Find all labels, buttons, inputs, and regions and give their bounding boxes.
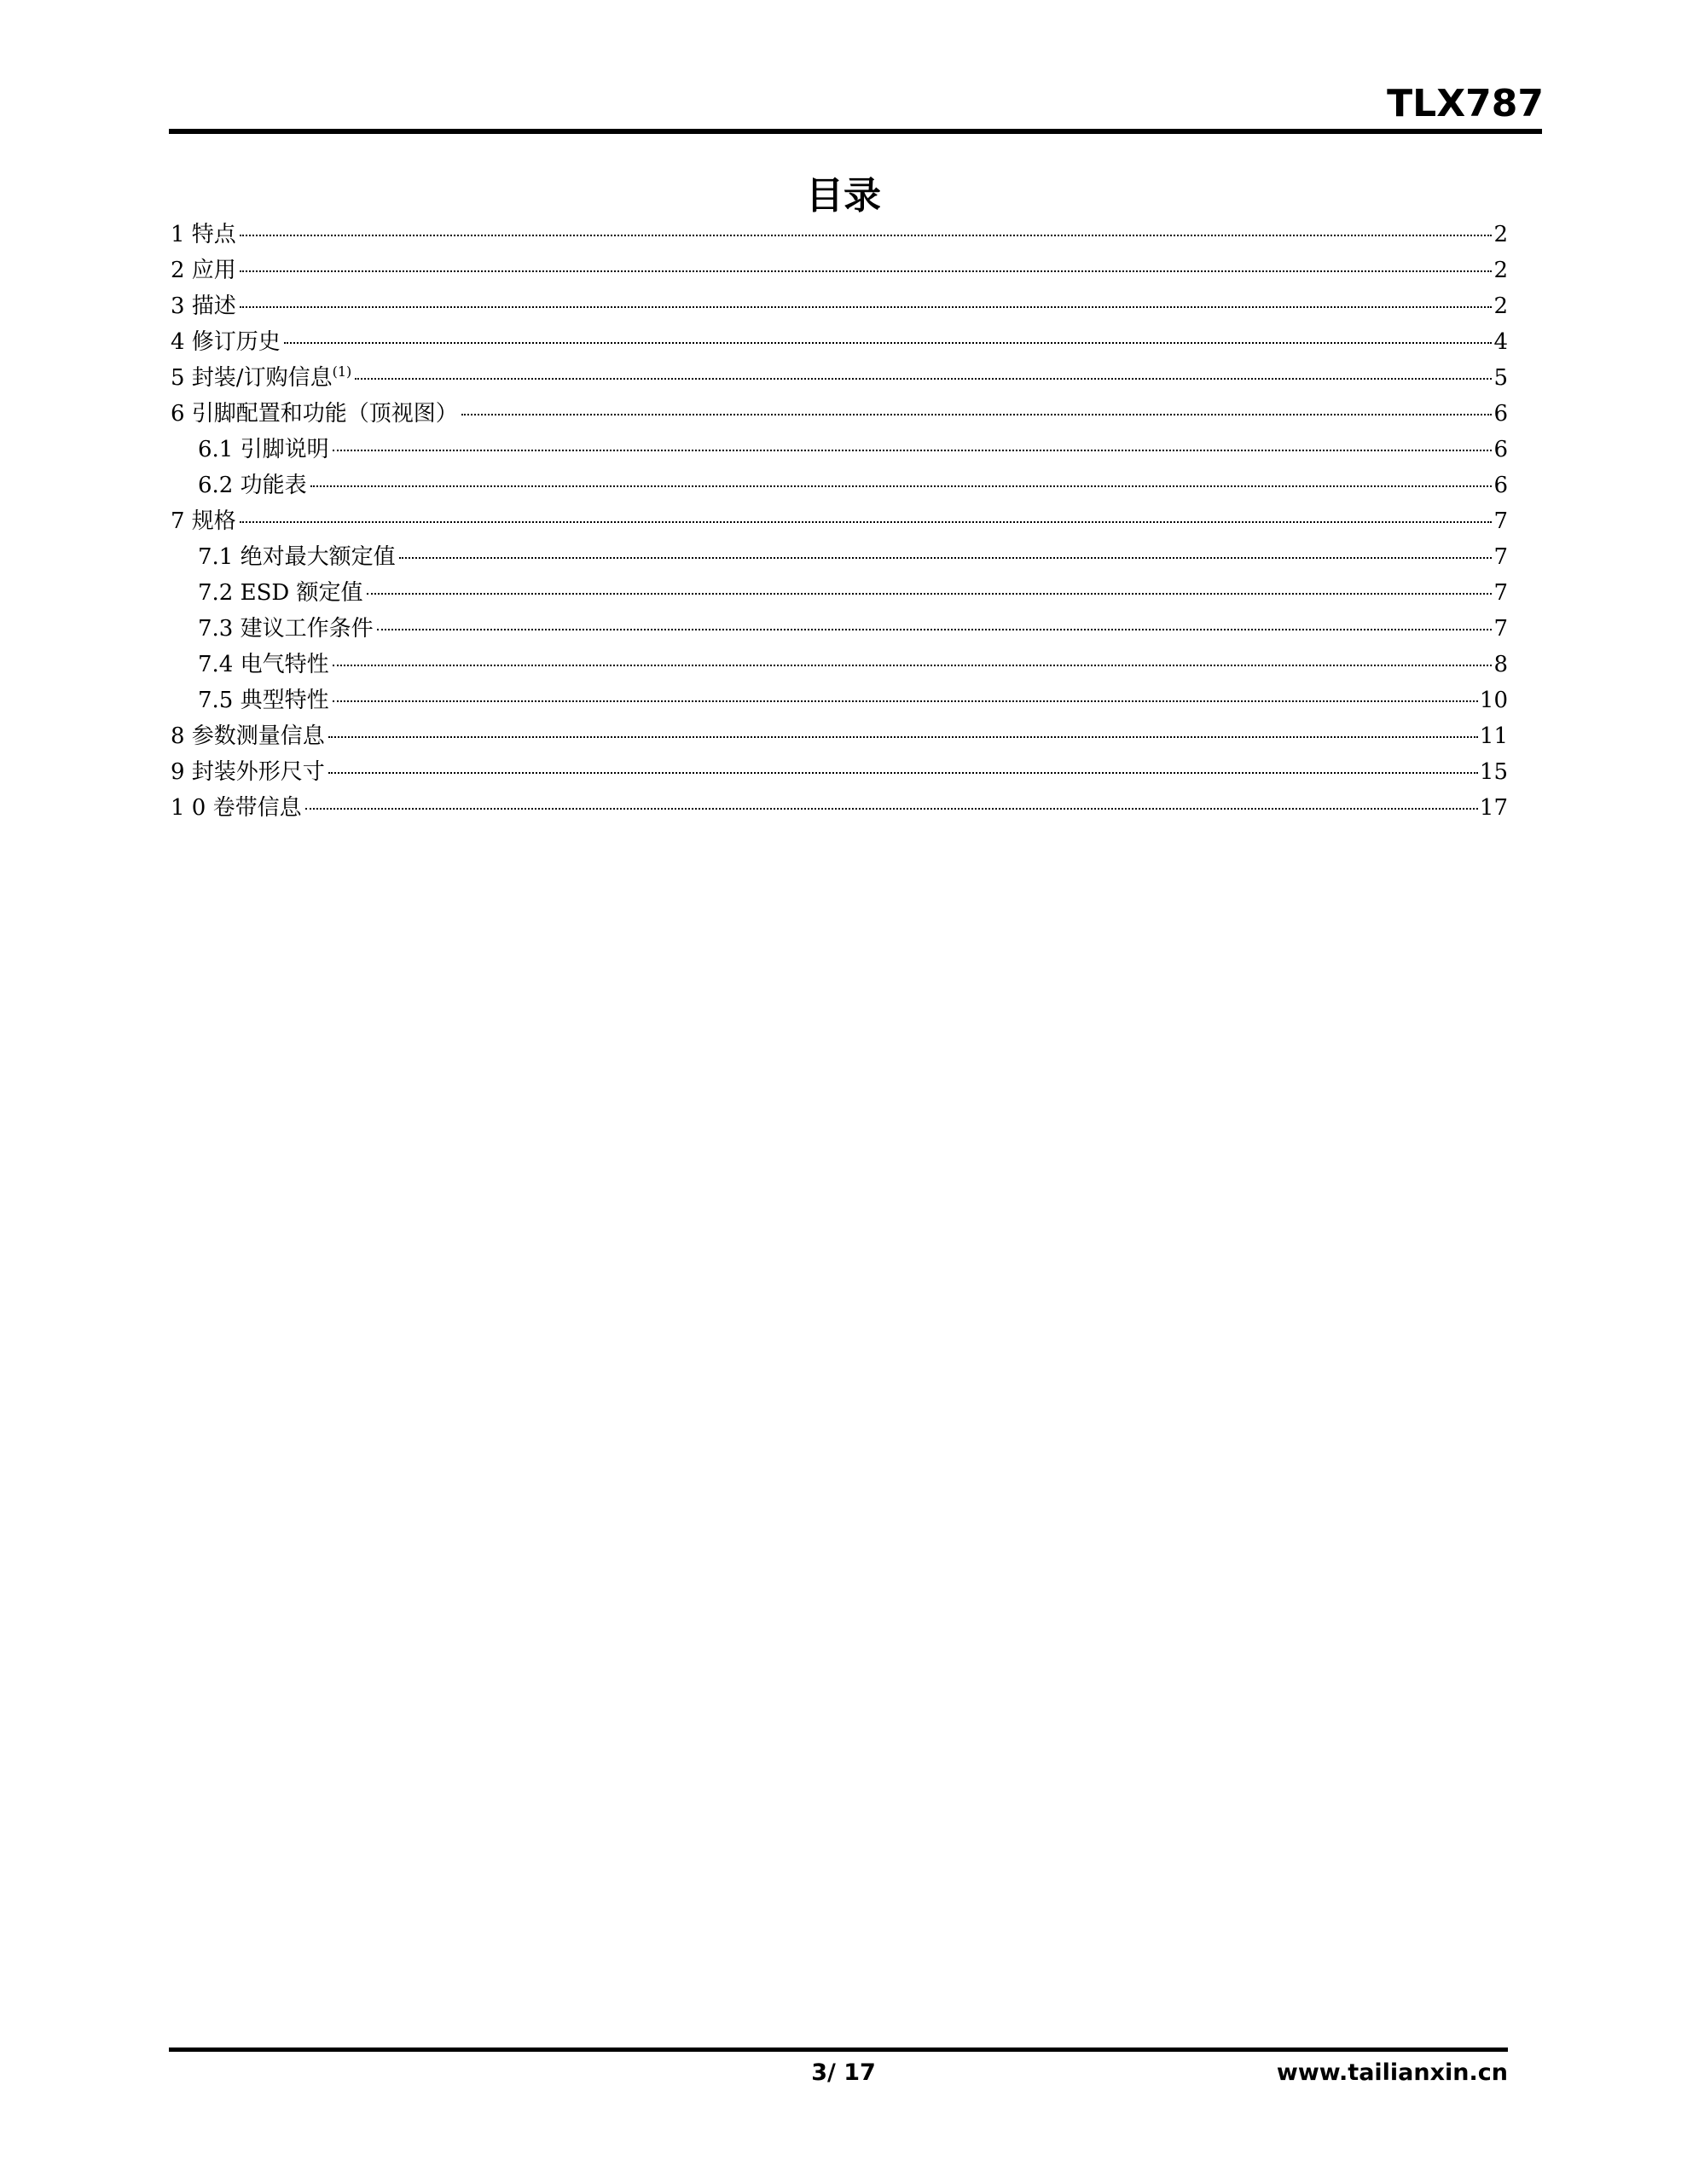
toc-dot-leader [399, 557, 1493, 559]
toc-dot-leader [240, 521, 1493, 523]
toc-entry[interactable] [171, 432, 1508, 468]
toc-entry-page-number: 7 [1493, 616, 1508, 642]
toc-dot-leader [333, 665, 1493, 666]
table-of-contents [171, 217, 1508, 826]
toc-entry-label-text: 4 修订历史 [171, 329, 281, 355]
toc-entry[interactable] [171, 288, 1508, 324]
toc-dot-leader [333, 450, 1493, 451]
toc-entry-label-text: 6.1 引脚说明 [198, 437, 329, 462]
toc-entry-label-text: 7.3 建议工作条件 [198, 616, 374, 642]
toc-entry-label [171, 324, 281, 360]
toc-entry-page-number: 7 [1493, 580, 1508, 606]
toc-entry-label [171, 253, 236, 288]
toc-entry-page-number: 17 [1479, 795, 1508, 821]
toc-entry-label [171, 360, 351, 396]
toc-dot-leader [240, 235, 1493, 236]
footer-website-link[interactable]: www.tailianxin.cn [1276, 2059, 1508, 2086]
toc-dot-leader [328, 772, 1478, 774]
toc-title: 目录 [806, 174, 881, 218]
toc-entry-page-number: 15 [1479, 759, 1508, 785]
toc-entry-label [198, 611, 374, 647]
toc-dot-leader [240, 270, 1493, 272]
toc-entry[interactable] [171, 324, 1508, 360]
toc-entry[interactable] [171, 539, 1508, 575]
toc-entry[interactable] [171, 718, 1508, 754]
toc-entry-page-number: 2 [1493, 258, 1508, 283]
toc-dot-leader [333, 700, 1478, 702]
toc-entry-page-number: 5 [1493, 365, 1508, 391]
toc-entry[interactable] [171, 253, 1508, 288]
toc-entry-label-text: 7 规格 [171, 508, 236, 534]
toc-entry[interactable] [171, 217, 1508, 253]
toc-entry-page-number: 8 [1493, 652, 1508, 677]
toc-entry[interactable] [171, 396, 1508, 432]
toc-entry-page-number: 7 [1493, 508, 1508, 534]
toc-entry-page-number: 2 [1493, 222, 1508, 247]
toc-entry-label-text: 7.5 典型特性 [198, 688, 329, 713]
footer-divider [169, 2048, 1508, 2052]
toc-dot-leader [240, 306, 1493, 308]
toc-entry-label [171, 288, 236, 324]
toc-entry[interactable] [171, 647, 1508, 682]
toc-entry-label-text: 3 描述 [171, 293, 236, 319]
toc-dot-leader [305, 808, 1478, 810]
toc-entry-label-text: 1 特点 [171, 222, 236, 247]
toc-dot-leader [328, 736, 1478, 738]
toc-entry-label [171, 790, 302, 826]
toc-entry-page-number: 6 [1493, 401, 1508, 427]
toc-entry[interactable] [171, 575, 1508, 611]
toc-entry-label-text: 2 应用 [171, 258, 236, 283]
toc-entry[interactable] [171, 468, 1508, 503]
toc-entry-label-text: 8 参数测量信息 [171, 723, 325, 749]
toc-entry-label [198, 539, 396, 575]
toc-entry-label-text: 6.2 功能表 [198, 473, 307, 498]
toc-dot-leader [310, 485, 1493, 487]
toc-entry-page-number: 2 [1493, 293, 1508, 319]
toc-entry-label-text: 5 封装/订购信息 [171, 365, 333, 391]
toc-entry-footnote-marker: (1) [332, 363, 352, 380]
toc-entry-label [171, 754, 325, 790]
toc-dot-leader [367, 593, 1493, 595]
toc-entry-label [198, 647, 329, 682]
toc-entry-label [198, 432, 329, 468]
toc-entry[interactable] [171, 360, 1508, 396]
toc-entry-page-number: 6 [1493, 473, 1508, 498]
toc-entry-page-number: 6 [1493, 437, 1508, 462]
toc-dot-leader [461, 414, 1493, 415]
toc-entry-label-text: 7.4 电气特性 [198, 652, 329, 677]
toc-entry-label [198, 468, 307, 503]
toc-entry[interactable] [171, 754, 1508, 790]
toc-entry-label-text: 7.1 绝对最大额定值 [198, 544, 396, 570]
toc-entry-label [198, 682, 329, 718]
document-part-number: TLX787 [1387, 82, 1544, 125]
toc-entry-label-text: 6 引脚配置和功能（顶视图） [171, 401, 458, 427]
toc-entry-label [198, 575, 363, 611]
toc-entry-page-number: 7 [1493, 544, 1508, 570]
toc-entry[interactable] [171, 682, 1508, 718]
toc-entry[interactable] [171, 611, 1508, 647]
toc-entry-page-number: 11 [1479, 723, 1508, 749]
toc-entry-label-text: 1 0 卷带信息 [171, 795, 302, 821]
header-divider [169, 129, 1542, 134]
toc-dot-leader [377, 629, 1493, 630]
toc-entry[interactable] [171, 790, 1508, 826]
toc-entry-label [171, 718, 325, 754]
toc-entry-page-number: 4 [1493, 329, 1508, 355]
toc-entry[interactable] [171, 503, 1508, 539]
toc-entry-label [171, 217, 236, 253]
toc-entry-label [171, 503, 236, 539]
toc-entry-label [171, 396, 458, 432]
toc-entry-label-text: 7.2 ESD 额定值 [198, 580, 363, 606]
toc-dot-leader [355, 378, 1492, 380]
page-indicator: 3/ 17 [811, 2059, 876, 2086]
toc-entry-page-number: 10 [1479, 688, 1508, 713]
toc-dot-leader [284, 342, 1493, 344]
toc-entry-label-text: 9 封装外形尺寸 [171, 759, 325, 785]
